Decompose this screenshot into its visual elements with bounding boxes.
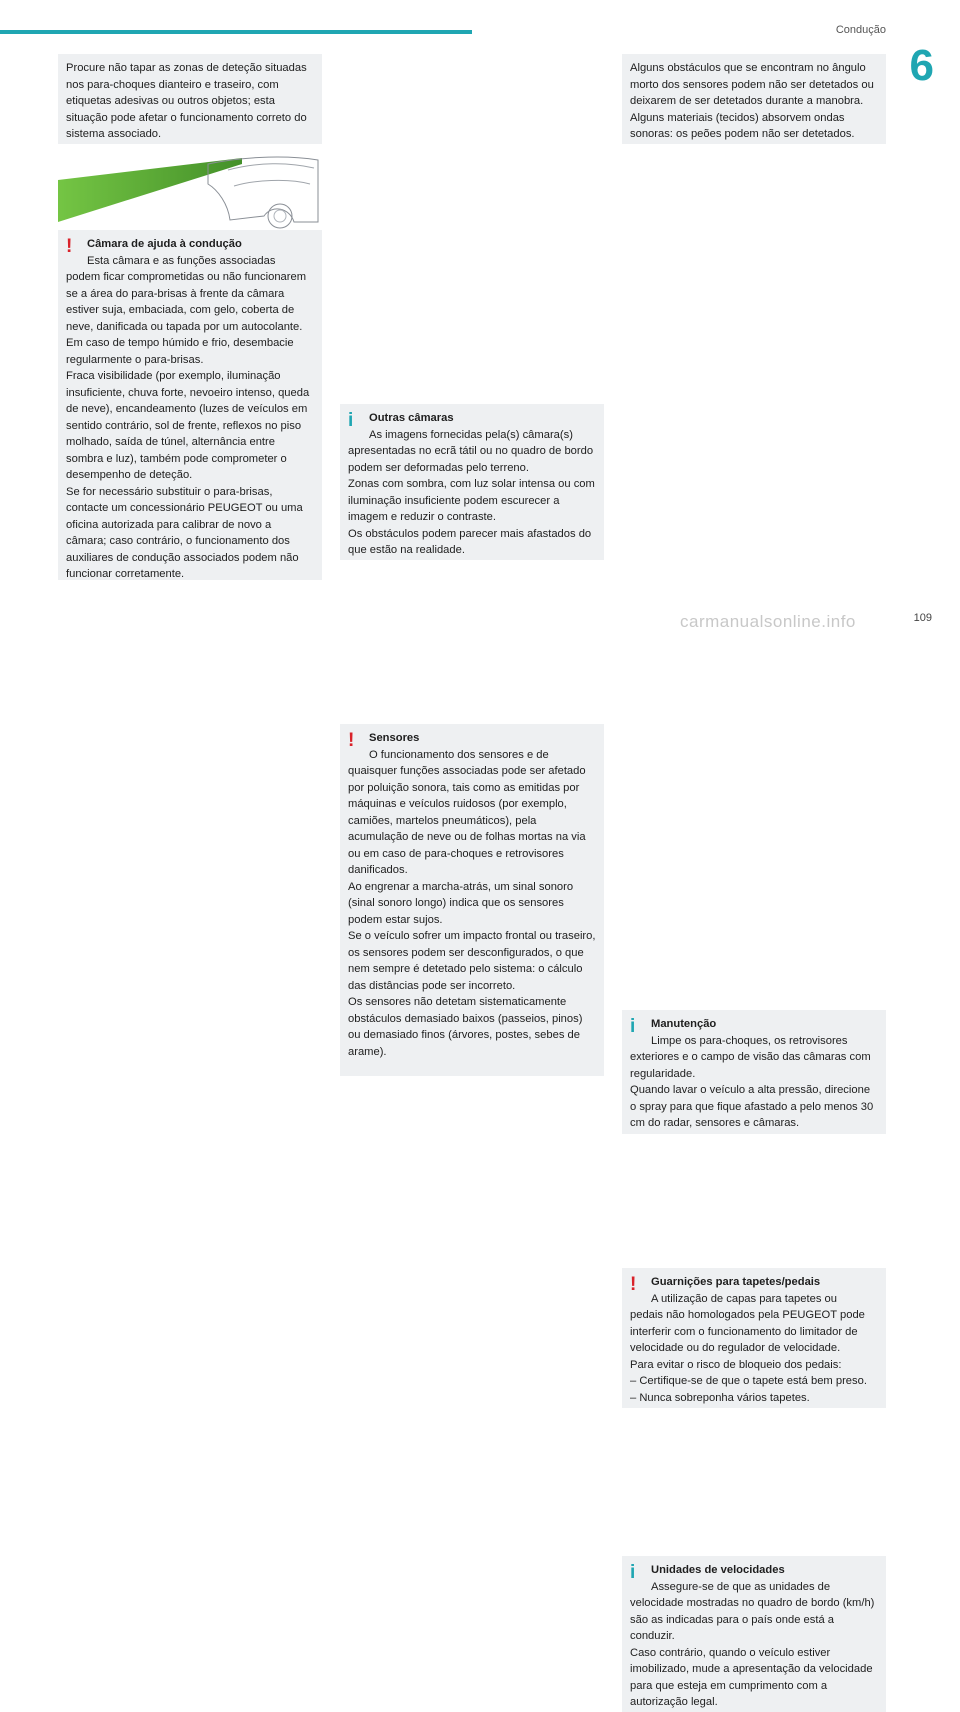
sensors-lead: O funcionamento dos sensores e de	[369, 748, 549, 761]
mats-item-1: – Certifique-se de que o tapete está bem preso.	[630, 1375, 867, 1387]
speed-units-lead: Assegure-se de que as unidades de	[651, 1580, 831, 1593]
camera-warning-fog: Em caso de tempo húmido e frio, desembacie regularmente o para-brisas.	[66, 337, 294, 366]
camera-warning-replace: Se for necessário substituir o para-brisas, contacte um concessionário PEUGEOT ou uma oficina autorizada para calibrar de novo a câmara; caso contrário, o funcionamento dos auxiliares de condução associados podem não funcionar corretamente.	[66, 485, 303, 580]
sensors-low: Os sensores não detetam sistematicamente obstáculos demasiado baixos (passeios, pinos) ou demasiado finos (árvores, postes, sebes de arame).	[348, 996, 583, 1058]
speed-units-body: velocidade mostradas no quadro de bordo (km/h) são as indicadas para o país onde está a conduzir.	[630, 1597, 875, 1642]
mats-title: Guarnições para tapetes/pedais	[651, 1276, 821, 1288]
camera-warning-body: podem ficar comprometidas ou não funcionarem se a área do para-brisas à frente da câmara estiver suja, embaciada, com gelo, coberta de neve, danificada ou tapada por um autocolante.	[66, 271, 307, 333]
maintenance-lead: Limpe os para-choques, os retrovisores	[651, 1034, 848, 1047]
warning-icon: !	[630, 1274, 637, 1295]
speed-units-else: Caso contrário, quando o veículo estiver imobilizado, mude a apresentação da velocidade para que esteja em cumprimento com a autorização legal.	[630, 1646, 873, 1708]
chapter-number: 6	[909, 41, 934, 90]
mats-box	[622, 1268, 886, 1408]
maintenance-wash: Quando lavar o veículo a alta pressão, direcione o spray para que fique afastado a pelo menos 30 cm do radar, sensores e câmaras.	[630, 1084, 874, 1129]
camera-warning-lead: Esta câmara e as funções associadas	[87, 254, 276, 267]
camera-beam	[58, 158, 242, 222]
other-cameras-shadow: Zonas com sombra, com luz solar intensa ou com iluminação insuficiente podem escurecer a imagem e reduzir o contraste.	[348, 478, 595, 523]
maintenance-title: Manutenção	[651, 1018, 717, 1030]
blind-spot-text: Alguns obstáculos que se encontram no ângulo morto dos sensores podem não ser detetados ou deixarem de ser detetados durante a manobra. Alguns materiais (tecidos) absorvem ondas sonoras: os peões podem não ser detetados.	[630, 62, 874, 140]
other-cameras-box	[340, 404, 604, 560]
sensors-reverse: Ao engrenar a marcha-atrás, um sinal sonoro (sinal sonoro longo) indica que os sensores podem estar sujos.	[348, 880, 574, 926]
speed-units-title: Unidades de velocidades	[651, 1564, 785, 1576]
intro-box	[58, 54, 322, 144]
other-cameras-body: apresentadas no ecrã tátil ou no quadro de bordo podem ser deformadas pelo terreno.	[348, 445, 594, 474]
maintenance-box	[622, 1010, 886, 1134]
info-icon: i	[630, 1016, 636, 1037]
camera-warning-box	[58, 230, 322, 580]
sensors-box	[340, 724, 604, 1076]
sensors-impact: Se o veículo sofrer um impacto frontal ou traseiro, os sensores podem ser desconfigurados, o que nem sempre é detetado pelo sistema: o cálculo das distâncias pode ser incorreto.	[348, 930, 596, 992]
sensors-body: quaisquer funções associadas pode ser afetado por poluição sonora, tais como as emitidas por máquinas e veículos ruidosos (por exemplo, camiões, martelos pneumáticos), pela acumulação de neve ou de folhas mortas na via ou em caso de para-choques e retrovisores danificados.	[348, 765, 586, 876]
speed-units-box	[622, 1556, 886, 1712]
mats-item-2: – Nunca sobreponha vários tapetes.	[630, 1391, 810, 1404]
other-cameras-distance: Os obstáculos podem parecer mais afastados do que estão na realidade.	[348, 527, 592, 556]
info-icon: i	[348, 410, 354, 431]
watermark: carmanualsonline.info	[680, 612, 856, 631]
page-number: 109	[913, 612, 932, 624]
section-title: Condução	[835, 24, 886, 36]
camera-warning-visibility: Fraca visibilidade (por exemplo, iluminação insuficiente, chuva forte, nevoeiro intenso, queda de neve), encandeamento (luzes de veículos em sentido contrário, sol de frente, reflexos no piso molhado, saída de túnel, alternância entre sombra e luz), também pode comprometer o desempenho de deteção.	[66, 370, 310, 481]
maintenance-body: exteriores e o campo de visão das câmaras com regularidade.	[630, 1051, 871, 1080]
blind-spot-box	[622, 54, 886, 144]
camera-warning-title: Câmara de ajuda à condução	[87, 238, 242, 250]
header-accent-bar	[0, 30, 472, 34]
mats-body: pedais não homologados pela PEUGEOT pode interferir com o funcionamento do limitador de velocidade ou do regulador de velocidade.	[630, 1309, 865, 1354]
warning-icon: !	[66, 236, 73, 257]
mats-avoid: Para evitar o risco de bloqueio dos pedais:	[630, 1358, 842, 1371]
other-cameras-title: Outras câmaras	[369, 412, 454, 424]
car-wheel	[268, 204, 292, 228]
info-icon: i	[630, 1562, 636, 1583]
sensors-title: Sensores	[369, 732, 420, 744]
other-cameras-lead: As imagens fornecidas pela(s) câmara(s)	[369, 428, 573, 441]
car-camera-figure	[58, 150, 320, 226]
intro-text: Procure não tapar as zonas de deteção situadas nos para-choques dianteiro e traseiro, com etiquetas adesivas ou outros objetos; esta situação pode afetar o funcionamento correto do sistema associado.	[66, 62, 307, 140]
warning-icon: !	[348, 730, 355, 751]
camera-illustration	[58, 150, 320, 226]
mats-lead: A utilização de capas para tapetes ou	[651, 1292, 837, 1305]
